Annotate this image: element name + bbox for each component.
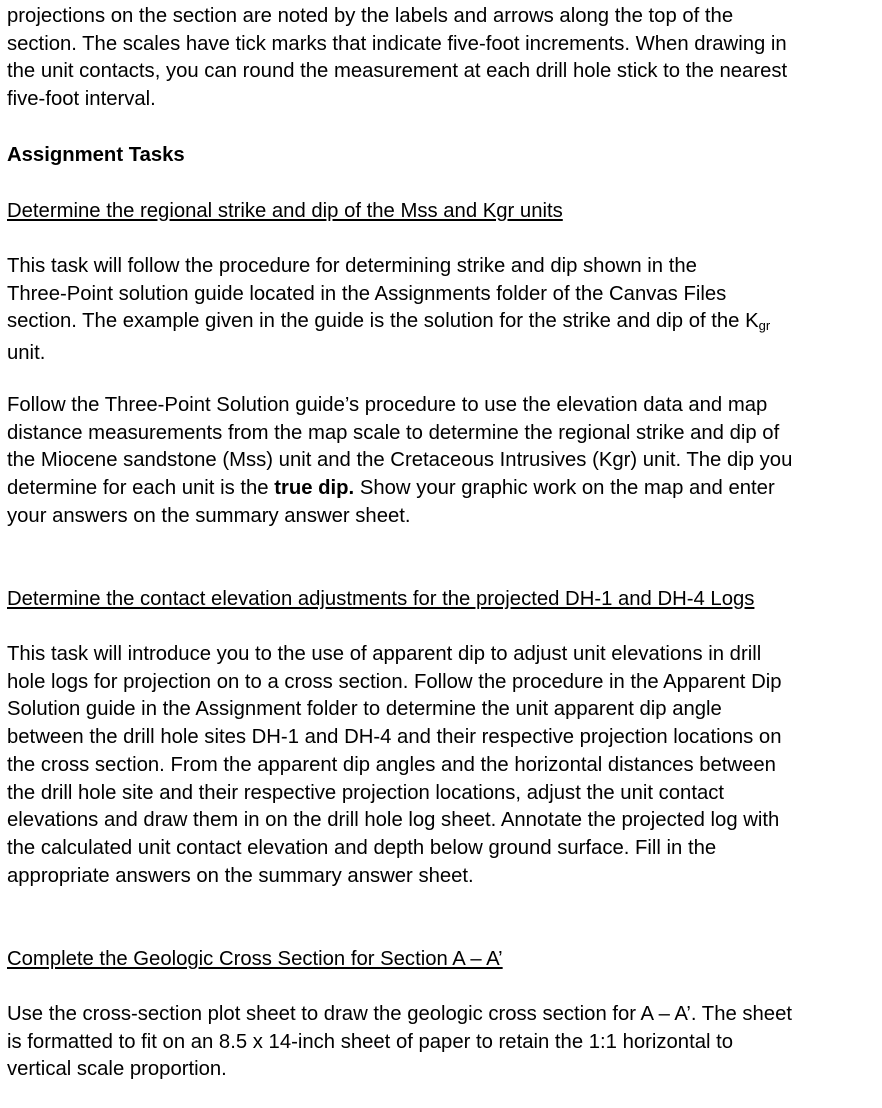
text-line: appropriate answers on the summary answer sheet.: [7, 864, 474, 887]
text-line: [7, 308, 770, 340]
text-line: Follow the Three-Point Solution guide’s procedure to use the elevation data and map: [7, 394, 768, 416]
text-line: the drill hole site and their respective projection locations, adjust the unit contact: [7, 781, 725, 804]
text-line: vertical scale proportion.: [7, 1058, 227, 1081]
text-line: the Miocene sandstone (Mss) unit and the Cretaceous Intrusives (Kgr) unit. The dip you: [7, 449, 793, 472]
task1-paragraph-2: [7, 392, 792, 531]
text-line: elevations and draw them in on the drill hole log sheet. Annotate the projected log with: [7, 809, 780, 832]
text-line: your answers on the summary answer sheet.: [7, 504, 411, 527]
bold-text: true dip.: [274, 477, 355, 500]
text-segment: determine for each unit is the: [7, 477, 275, 500]
text-line: the calculated unit contact elevation and depth below ground surface. Fill in the: [7, 836, 717, 859]
text-line: section. The scales have tick marks that indicate five-foot increments. When drawing in: [7, 32, 787, 55]
text-line: is formatted to fit on an 8.5 x 14-inch sheet of paper to retain the 1:1 horizontal to: [7, 1030, 734, 1053]
text-line: This task will follow the procedure for determining strike and dip shown in the: [7, 255, 697, 277]
task1-title: Determine the regional strike and dip of the Mss and Kgr units: [7, 200, 563, 222]
task2-paragraph: [7, 641, 782, 890]
text-line: Solution guide in the Assignment folder to determine the unit apparent dip angle: [7, 698, 722, 721]
assignment-tasks-heading: Assignment Tasks: [7, 144, 185, 166]
text-line: hole logs for projection on to a cross section. Follow the procedure in the Apparent Dip: [7, 670, 782, 693]
text-segment: Show your graphic work on the map and enter: [354, 477, 775, 500]
text-line: projections on the section are noted by the labels and arrows along the top of the: [7, 5, 734, 27]
text-line: five-foot interval.: [7, 88, 156, 111]
task3-title: Complete the Geologic Cross Section for Section A – A’: [7, 948, 503, 970]
task2-title: Determine the contact elevation adjustments for the projected DH-1 and DH-4 Logs: [7, 588, 755, 610]
text-line: between the drill hole sites DH-1 and DH-4 and their respective projection locations on: [7, 726, 782, 749]
text-line: the unit contacts, you can round the measurement at each drill hole stick to the nearest: [7, 60, 788, 83]
text-line: unit.: [7, 342, 46, 365]
intro-paragraph: [7, 3, 787, 114]
text-line: distance measurements from the map scale to determine the regional strike and dip of: [7, 421, 780, 444]
task3-paragraph: [7, 1001, 792, 1084]
text-line: Three-Point solution guide located in the Assignments folder of the Canvas Files: [7, 282, 727, 305]
text-line: This task will introduce you to the use of apparent dip to adjust unit elevations in drill: [7, 643, 762, 665]
text-line: [7, 475, 792, 503]
text-segment: section. The example given in the guide is the solution for the strike and dip of the K: [7, 310, 759, 333]
task1-paragraph-1: [7, 253, 770, 368]
subscript-text: gr: [758, 318, 771, 334]
text-line: Use the cross-section plot sheet to draw the geologic cross section for A – A’. The sheet: [7, 1003, 793, 1025]
text-line: the cross section. From the apparent dip angles and the horizontal distances between: [7, 753, 776, 776]
